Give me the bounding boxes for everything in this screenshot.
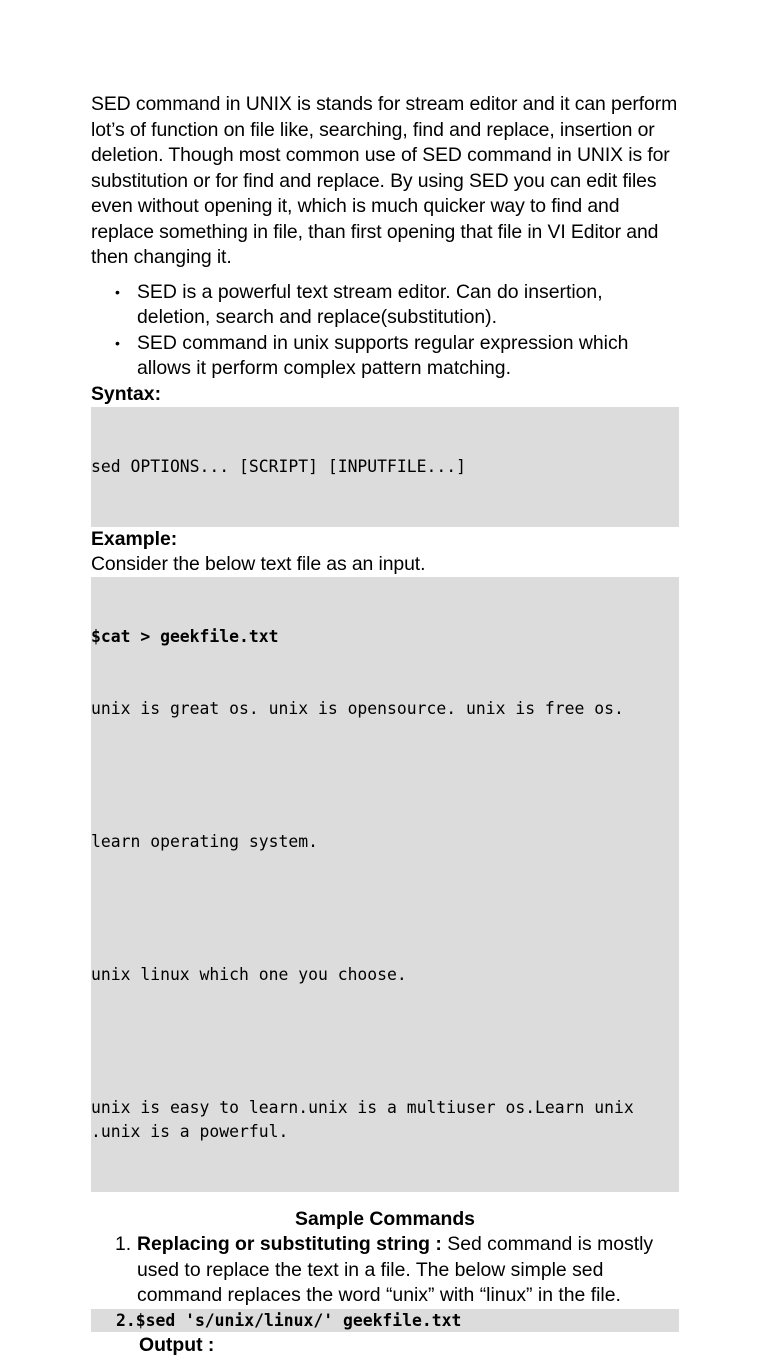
example-file-line: unix is great os. unix is opensource. unix is free os.	[91, 699, 624, 718]
example-file-line: unix linux which one you choose.	[91, 965, 407, 984]
example-code-block	[91, 577, 679, 1192]
item-text: Sed command is mostly used to replace the text in a file. The below simple sed command replaces the word “unix” with “linux” in the file.	[137, 1233, 654, 1306]
bullet-item	[91, 331, 679, 382]
example-command-line: $cat > geekfile.txt	[91, 627, 279, 646]
intro-paragraph: SED command in UNIX is stands for stream editor and it can perform lot’s of function on file like, searching, find and replace, insertion or deletion. Though most common use of SED command in UNIX is for substitution or for find and replace. By using SED you can edit files even without opening it, which is much quicker way to find and replace something in file, than first opening that file in VI Editor and then changing it.	[91, 93, 678, 268]
item-number: 1.	[115, 1233, 132, 1255]
example-heading: Example:	[91, 527, 178, 550]
feature-bullet-list	[91, 280, 679, 382]
code-spacer	[91, 769, 679, 782]
command-item	[91, 1232, 679, 1309]
output-label: Output :	[139, 1333, 215, 1356]
bullet-text: SED command in unix supports regular expression which allows it perform complex pattern matching.	[137, 331, 629, 379]
item2-code-line: 2.$sed 's/unix/linux/' geekfile.txt	[91, 1309, 679, 1332]
item-title: Replacing or substituting string :	[137, 1233, 442, 1255]
example-file-line: learn operating system.	[91, 832, 318, 851]
syntax-code-block	[91, 407, 679, 527]
document-content	[91, 92, 679, 1358]
example-description: Consider the below text file as an input.	[91, 552, 426, 575]
code-spacer	[91, 902, 679, 915]
example-file-line: unix is easy to learn.unix is a multiuser os.Learn unix .unix is a powerful.	[91, 1098, 644, 1141]
bullet-symbol: •	[115, 334, 120, 351]
syntax-heading: Syntax:	[91, 382, 162, 405]
commands-list	[91, 1232, 679, 1309]
bullet-symbol: •	[115, 283, 120, 300]
sample-commands-heading: Sample Commands	[295, 1208, 475, 1230]
bullet-text: SED is a powerful text stream editor. Can do insertion, deletion, search and replace(substitution).	[137, 280, 603, 328]
syntax-code-line: sed OPTIONS... [SCRIPT] [INPUTFILE...]	[91, 456, 466, 476]
code-spacer	[91, 1035, 679, 1048]
bullet-item	[91, 280, 679, 331]
